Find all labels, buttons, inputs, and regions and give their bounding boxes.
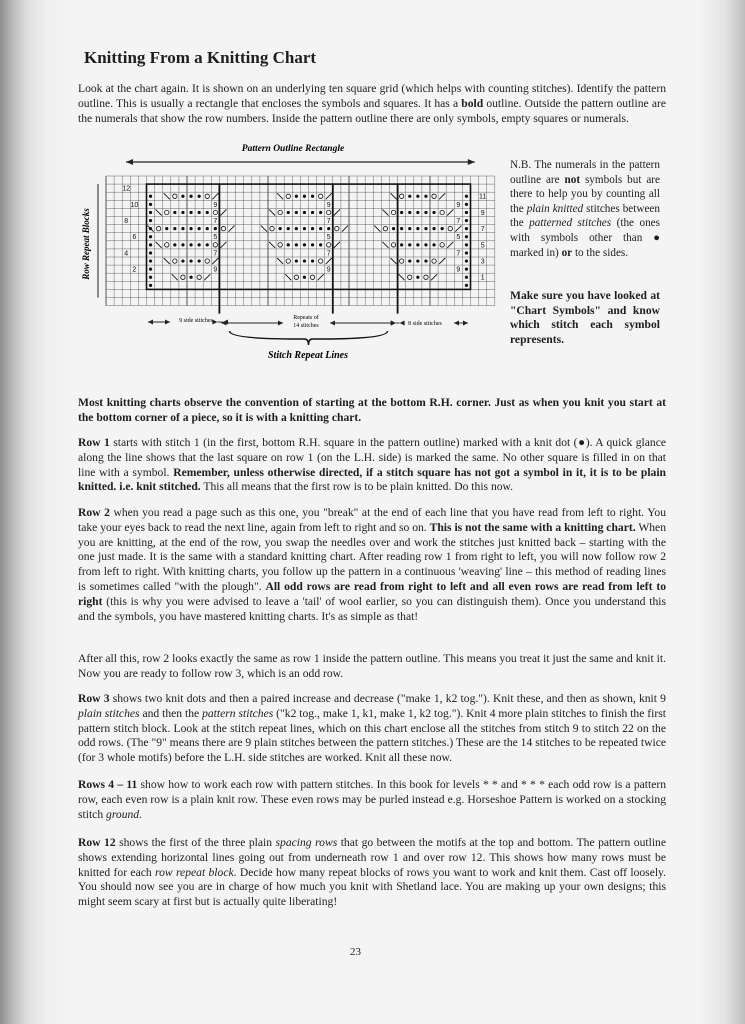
page-number: 23: [350, 946, 361, 958]
knit-dot: [149, 235, 152, 238]
knit-dot: [214, 227, 217, 230]
text-run: This is not the same with a knitting chart.: [429, 520, 636, 534]
text-run: ●: [577, 436, 586, 449]
knit-dot: [198, 259, 201, 262]
knit-dot: [400, 243, 403, 246]
yarn-over-symbol: [205, 259, 209, 263]
knit-dot: [173, 211, 176, 214]
knit-dot: [189, 259, 192, 262]
text-run: N.B. The numerals in the pattern outline are: [510, 159, 660, 186]
yarn-over-symbol: [278, 243, 282, 247]
text-run: to the sides.: [572, 246, 629, 259]
k2tog-symbol: [447, 209, 453, 215]
text-run: Remember, unless otherwise directed, if a stitch square has not got a symbol in it, it is to be plain knitted. i.e. knit stitched.: [78, 465, 667, 494]
knitting-chart: [78, 136, 508, 366]
knit-dot: [408, 243, 411, 246]
arrow-head-right: [468, 159, 475, 165]
yarn-over-symbol: [399, 194, 403, 198]
knit-dot: [392, 227, 395, 230]
yarn-over-symbol: [294, 275, 298, 279]
stitch-repeat-label: Stitch Repeat Lines: [268, 350, 348, 361]
knit-dot: [416, 211, 419, 214]
plain-stitch-count: 9: [326, 266, 331, 274]
knit-dot: [432, 211, 435, 214]
plain-stitch-count: 9: [213, 266, 218, 274]
side-right-arrow-b-head-left: [454, 321, 459, 326]
k2tog-symbol: [326, 258, 332, 264]
knit-dot: [400, 211, 403, 214]
k2tog-symbol: [220, 209, 226, 215]
plain-stitch-count: 5: [456, 234, 461, 242]
yarn-over-symbol: [181, 275, 185, 279]
knit-dot: [432, 227, 435, 230]
knit-dot: [189, 195, 192, 198]
knit-dot: [149, 284, 152, 287]
text-run: .: [139, 807, 143, 821]
knit-dot: [424, 259, 427, 262]
knit-dot: [303, 243, 306, 246]
paragraph-row-12: [78, 836, 666, 910]
ssk-symbol: [148, 226, 154, 232]
plain-stitch-count: 9: [456, 201, 461, 209]
knit-dot: [181, 243, 184, 246]
text-run: bold: [461, 96, 484, 110]
knit-dot: [465, 211, 468, 214]
knit-dot: [279, 227, 282, 230]
text-run: (this is why you were advised to leave a 'tail' of wool earlier, so you can distinguish them). Once you understand this and the symbols, you have mastered knitting charts. It's as simple as that!: [78, 594, 666, 623]
k2tog-symbol: [318, 274, 324, 280]
plain-stitch-count: 5: [213, 234, 218, 242]
knit-dot: [295, 195, 298, 198]
ssk-symbol: [391, 193, 397, 199]
k2tog-symbol: [334, 209, 340, 215]
text-run: After all this, row 2 looks exactly the same as row 1 inside the pattern outline. This means you treat it just the same and knit it. Now you are ready to follow row 3, which is an odd row.: [78, 652, 666, 680]
knit-dot: [206, 227, 209, 230]
text-run: show how to work each row with pattern stitches. In this book for levels * * and * * * each odd row is a pattern row, each even row is a plain knit row. These even rows may be purled instead e.g. Horseshoe Pattern is worked on a stocking stitch: [78, 778, 667, 821]
knit-dot: [181, 259, 184, 262]
knit-dot: [424, 227, 427, 230]
plain-stitch-count: 7: [213, 250, 218, 258]
row-number-left: 2: [132, 266, 137, 274]
knit-dot: [149, 251, 152, 254]
knit-dot: [441, 227, 444, 230]
row-number-right: 5: [480, 242, 485, 250]
text-run: This all means that the first row is to be plain knitted. Do this now.: [200, 480, 514, 494]
knit-dot: [189, 276, 192, 279]
knit-dot: [465, 268, 468, 271]
text-run: Most knitting charts observe the convention of starting at the bottom R.H. corner. Just as when you knit you start at the bottom corner of a piece, so it is with a knitting chart.: [78, 396, 666, 424]
knit-dot: [465, 284, 468, 287]
paragraph-row-2: [78, 506, 666, 624]
ssk-symbol: [374, 226, 380, 232]
knit-dot: [149, 219, 152, 222]
knit-dot: [416, 259, 419, 262]
chart-numerals: [122, 186, 486, 282]
ssk-symbol: [172, 274, 178, 280]
knit-dot: [465, 243, 468, 246]
plain-stitch-count: 9: [213, 201, 218, 209]
paragraph-row-3: [78, 692, 666, 766]
knit-dot: [295, 211, 298, 214]
text-run: spacing rows: [275, 836, 338, 849]
knit-dot: [465, 227, 468, 230]
knit-dot: [416, 227, 419, 230]
yarn-over-symbol: [173, 259, 177, 263]
ssk-symbol: [391, 258, 397, 264]
ssk-symbol: [399, 274, 405, 280]
knit-dot: [465, 251, 468, 254]
yarn-over-symbol: [205, 194, 209, 198]
plain-stitch-count: 5: [326, 234, 331, 242]
side-stitches-right-label: 8 side stitches: [408, 321, 442, 327]
knit-dot: [311, 227, 314, 230]
ssk-symbol: [277, 193, 283, 199]
knit-dot: [311, 211, 314, 214]
plain-stitch-count: 9: [326, 201, 331, 209]
knit-dot: [311, 259, 314, 262]
knit-dot: [424, 243, 427, 246]
knit-dot: [400, 227, 403, 230]
knit-dot: [327, 227, 330, 230]
row-number-left: 6: [132, 234, 137, 242]
text-run: patterned stitches: [529, 217, 612, 230]
ssk-symbol: [156, 242, 162, 248]
text-run: plain knitted: [526, 202, 584, 215]
text-run: . Decide how many repeat blocks of rows you want to work and knit them. Cast off loosely. You should now see you are in charge of how much you knit with Shetland lace. You are making up your own designs; this might seem scary at first but is actually quite liberating!: [78, 865, 666, 909]
yarn-over-symbol: [399, 259, 403, 263]
text-run: marked in): [510, 246, 562, 259]
text-run: Row 12: [78, 836, 116, 849]
arrow-head-left: [126, 159, 133, 165]
repeats-label-2: 14 stitches: [293, 323, 319, 329]
knit-dot: [181, 227, 184, 230]
text-run: ●: [653, 231, 660, 244]
ssk-symbol: [156, 209, 162, 215]
knit-dot: [408, 195, 411, 198]
row-number-left: 8: [124, 217, 129, 225]
yarn-over-symbol: [335, 226, 339, 230]
row-number-left: 4: [124, 250, 129, 258]
knit-dot: [181, 195, 184, 198]
knit-dot: [465, 259, 468, 262]
plain-stitch-count: 9: [456, 266, 461, 274]
knit-dot: [189, 211, 192, 214]
text-run: symbols but are there to help you by counting all the: [510, 173, 660, 215]
knit-dot: [198, 211, 201, 214]
yarn-over-symbol: [327, 210, 331, 214]
k2tog-symbol: [326, 193, 332, 199]
k2tog-symbol: [342, 226, 348, 232]
yarn-over-symbol: [197, 275, 201, 279]
knit-dot: [149, 203, 152, 206]
yarn-over-symbol: [383, 226, 387, 230]
knit-dot: [149, 195, 152, 198]
yarn-over-symbol: [286, 194, 290, 198]
knit-dot: [189, 227, 192, 230]
stitch-repeat-brace: [229, 331, 387, 345]
knit-dot: [181, 211, 184, 214]
knit-dot: [303, 227, 306, 230]
text-run: outline. Outside the pattern outline are the numerals that show the row numbers. Inside the pattern outline there are only symbols, empty squares or numerals.: [78, 96, 666, 125]
knit-dot: [295, 243, 298, 246]
knit-dot: [465, 235, 468, 238]
knit-dot: [319, 227, 322, 230]
row-number-left: 10: [130, 201, 139, 209]
ssk-symbol: [164, 193, 170, 199]
row-number-right: 1: [480, 274, 485, 282]
text-run: ("k2 tog., make 1, k1, make 1, k2 tog."). Knit 4 more plain stitches to finish the first pattern stitch block. Look at the stitch repeat lines, which on this chart enclose all the stitches from stitch 9 to stitch 22 on the odd rows. (The "9" means there are 9 plain stitches between the pattern stitches.) These are the 14 stitches to be repeated twice (for 3 whole motifs) before the L.H. side stitches are worked. Knit all these now.: [78, 706, 666, 765]
yarn-over-symbol: [318, 194, 322, 198]
ssk-symbol: [269, 209, 275, 215]
repeats-label-1: Repeats of: [293, 315, 319, 321]
k2tog-symbol: [439, 258, 445, 264]
row-repeat-label: Row Repeat Blocks: [81, 208, 91, 280]
knit-dot: [149, 268, 152, 271]
intro-paragraph: [78, 82, 666, 126]
paragraph-row-1: [78, 436, 666, 495]
text-run: shows the first of the three plain: [115, 836, 276, 849]
paragraph-convention: [78, 396, 666, 426]
knit-dot: [165, 227, 168, 230]
knit-dot: [198, 227, 201, 230]
book-page: [78, 0, 668, 1024]
text-run: when you read a page such as this one, you "break" at the end of each line that you have read from left to right. You take your eyes back to read the next line, again from left to right and so on.: [78, 506, 666, 534]
yarn-over-symbol: [432, 194, 436, 198]
knit-dot: [416, 276, 419, 279]
yarn-over-symbol: [440, 243, 444, 247]
k2tog-symbol: [212, 258, 218, 264]
yarn-over-symbol: [440, 210, 444, 214]
pattern-outline-label: Pattern Outline Rectangle: [241, 144, 345, 154]
ssk-symbol: [382, 242, 388, 248]
yarn-over-symbol: [156, 226, 160, 230]
ssk-symbol: [285, 274, 291, 280]
knit-dot: [465, 195, 468, 198]
chart-symbols: [148, 193, 469, 287]
repeat-arrow-a-head-right: [278, 321, 283, 326]
knit-dot: [432, 243, 435, 246]
knit-dot: [149, 259, 152, 262]
text-run: that go between the motifs at the top and bottom. The pattern outline shows extending horizontal lines going out from underneath row 1 and over row 12. This shows how many rows must be knitted for each: [78, 836, 666, 879]
knit-dot: [408, 259, 411, 262]
text-run: All odd rows are read from right to left and all even rows are read from left to right: [78, 579, 666, 608]
plain-stitch-count: 7: [326, 217, 331, 225]
yarn-over-symbol: [432, 259, 436, 263]
nb-note: [510, 158, 660, 260]
text-run: pattern stitches: [202, 706, 274, 720]
knit-dot: [303, 276, 306, 279]
knit-dot: [173, 243, 176, 246]
knit-dot: [198, 195, 201, 198]
yarn-over-symbol: [424, 275, 428, 279]
yarn-over-symbol: [310, 275, 314, 279]
knit-dot: [206, 211, 209, 214]
knit-dot: [319, 243, 322, 246]
text-run: Row 3: [78, 692, 110, 705]
knit-dot: [189, 243, 192, 246]
text-run: not: [564, 173, 581, 186]
chart-symbols-note: Make sure you have looked at "Chart Symbols" and know which stitch each symbol represents.: [510, 289, 660, 346]
knit-dot: [319, 211, 322, 214]
yarn-over-symbol: [327, 243, 331, 247]
k2tog-symbol: [212, 193, 218, 199]
row-number-right: 7: [480, 226, 485, 234]
yarn-over-symbol: [173, 194, 177, 198]
text-run: shows two knit dots and then a paired increase and decrease ("make 1, k2 tog."). Knit these, and then as shown, knit 9: [109, 692, 666, 705]
yarn-over-symbol: [448, 226, 452, 230]
knit-dot: [311, 195, 314, 198]
knit-dot: [303, 195, 306, 198]
text-run: ground: [106, 807, 140, 821]
knit-dot: [206, 243, 209, 246]
yarn-over-symbol: [165, 210, 169, 214]
yarn-over-symbol: [165, 243, 169, 247]
side-stitches-left-label: 9 side stitches: [179, 318, 213, 324]
yarn-over-symbol: [213, 210, 217, 214]
paragraph-after-all: [78, 652, 666, 682]
side-right-arrow-a-head-left: [400, 321, 405, 326]
yarn-over-symbol: [213, 243, 217, 247]
text-run: When you are knitting, at the end of the row, you swap the needles over and work the stitches just knitted back – starting with the one just made. It is the same with a standard knitting chart. After reading row 1 from right to left, you will now follow row 2 from left to right. With knitting charts, you follow up the pattern in a continuous 'weaving' line – this method of reading lines is sometimes called "with the plough".: [78, 520, 667, 593]
k2tog-symbol: [439, 193, 445, 199]
k2tog-symbol: [229, 226, 235, 232]
text-run: stitches between the: [510, 202, 660, 230]
repeat-arrow-b-head-left: [330, 321, 335, 326]
ssk-symbol: [269, 242, 275, 248]
side-left-arrow-a-head-left: [148, 320, 153, 325]
text-run: plain stitches: [78, 706, 140, 720]
knit-dot: [465, 276, 468, 279]
text-run: Look at the chart again. It is shown on an underlying ten square grid (which helps with counting stitches). Identify the pattern outline. This is usually a rectangle that encloses the symbols and squares. It has a: [78, 82, 666, 110]
knit-dot: [465, 219, 468, 222]
paragraph-rows-4-11: [78, 778, 666, 822]
text-run: Row 2: [78, 506, 110, 519]
knit-dot: [303, 211, 306, 214]
knit-dot: [311, 243, 314, 246]
knit-dot: [416, 243, 419, 246]
yarn-over-symbol: [221, 226, 225, 230]
row-number-right: 9: [480, 209, 485, 217]
yarn-over-symbol: [391, 243, 395, 247]
knit-dot: [295, 259, 298, 262]
yarn-over-symbol: [408, 275, 412, 279]
yarn-over-symbol: [391, 210, 395, 214]
repeat-arrow-a-head-left: [221, 321, 226, 326]
knit-dot: [424, 195, 427, 198]
text-run: ). A quick glance along the line shows that the last square on row 1 (on the L.H. side) is marked the same. No other square is filled in on that line with a symbol.: [78, 436, 666, 479]
yarn-over-symbol: [286, 259, 290, 263]
plain-stitch-count: 7: [456, 250, 461, 258]
row-number-right: 3: [480, 258, 485, 266]
text-run: or: [561, 246, 573, 259]
row-number-right: 11: [479, 193, 487, 201]
k2tog-symbol: [204, 274, 210, 280]
knit-dot: [149, 211, 152, 214]
text-run: starts with stitch 1 (in the first, bottom R.H. square in the pattern outline) marked with a knit dot (: [109, 436, 578, 449]
plain-stitch-count: 7: [456, 217, 461, 225]
yarn-over-symbol: [270, 226, 274, 230]
knit-dot: [465, 203, 468, 206]
knit-dot: [198, 243, 201, 246]
side-right-arrow-a-head-right: [391, 321, 396, 326]
side-left-arrow-a-head-right: [165, 320, 170, 325]
knit-dot: [149, 243, 152, 246]
knit-dot: [287, 227, 290, 230]
text-run: row repeat block: [155, 865, 234, 879]
ssk-symbol: [382, 209, 388, 215]
knit-dot: [295, 227, 298, 230]
k2tog-symbol: [220, 242, 226, 248]
knit-dot: [408, 227, 411, 230]
yarn-over-symbol: [278, 210, 282, 214]
text-run: Rows 4 – 11: [78, 778, 138, 791]
yarn-over-symbol: [318, 259, 322, 263]
knit-dot: [287, 243, 290, 246]
text-run: (the ones with symbols other than: [510, 217, 661, 244]
k2tog-symbol: [334, 242, 340, 248]
ssk-symbol: [277, 258, 283, 264]
page-title: Knitting From a Knitting Chart: [84, 48, 317, 67]
knit-dot: [287, 211, 290, 214]
ssk-symbol: [164, 258, 170, 264]
knit-dot: [173, 227, 176, 230]
knit-dot: [408, 211, 411, 214]
plain-stitch-count: 7: [213, 217, 218, 225]
plain-stitch-count: 7: [326, 250, 331, 258]
k2tog-symbol: [455, 226, 461, 232]
knit-dot: [303, 259, 306, 262]
k2tog-symbol: [431, 274, 437, 280]
ssk-symbol: [261, 226, 267, 232]
row-number-left: 12: [122, 185, 131, 193]
text-run: Row 1: [78, 436, 110, 449]
k2tog-symbol: [447, 242, 453, 248]
side-left-arrow-b-head-right: [212, 320, 217, 325]
knit-dot: [424, 211, 427, 214]
knit-dot: [149, 276, 152, 279]
text-run: and then the: [139, 706, 203, 720]
knit-dot: [416, 195, 419, 198]
side-right-arrow-b-head-right: [463, 321, 468, 326]
